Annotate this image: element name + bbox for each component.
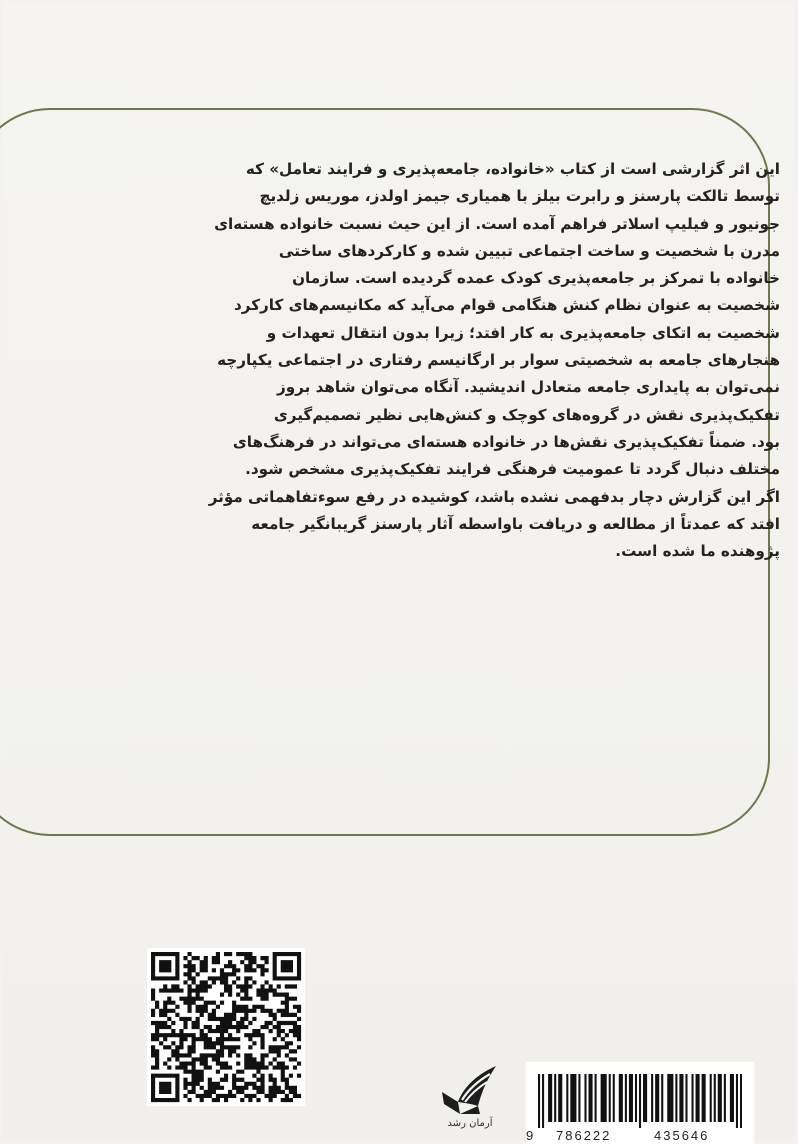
blurb-line: بود. ضمناً تفکیک‌پذیری نقش‌ها در خانواده هسته‌ای می‌تواند در فرهنگ‌های [232,432,780,451]
blurb-line: هنجارهای جامعه به شخصیتی سوار بر ارگانیسم رفتاری در اجتماعی یکپارچه [217,351,780,370]
blurb-line: مختلف دنبال گردد تا عمومیت فرهنگی فرایند تفکیک‌پذیری مشخص شود. [245,460,780,479]
blurb-line: اگر این گزارش دچار بدفهمی نشده باشد، کوشیده در رفع سوءتفاهماتی مؤثر [208,487,780,506]
barcode-digits-right: 435646 [654,1128,710,1143]
publisher-logo-icon [438,1062,502,1142]
barcode-digits-left: 786222 [556,1128,612,1143]
barcode-bars [538,1074,742,1128]
back-cover [2,2,794,1143]
blurb-text [170,156,780,565]
blurb-line: پژوهنده ما شده است. [615,542,780,561]
blurb-line: نمی‌توان به پایداری جامعه متعادل اندیشید. آنگاه می‌توان شاهد بروز [276,378,780,397]
blurb-line: توسط تالکت پارسنز و رابرت بیلز با همیاری جیمز اولدز، موریس زلدیچ [259,187,780,206]
qr-code-graphic [147,948,305,1106]
blurb-line: جونیور و فیلیپ اسلاتر فراهم آمده است. از این حیث نسبت خانواده هسته‌ای [214,214,780,233]
barcode-digit-first: 9 [526,1128,534,1143]
blurb-line: تفکیک‌پذیری نقش در گروه‌های کوچک و کنش‌هایی نظیر تصمیم‌گیری [273,405,780,424]
blurb-line: شخصیت به اتکای جامعه‌پذیری به کار افتد؛ زیرا بدون انتقال تعهدات و [266,323,780,342]
qr-code [147,948,305,1106]
blurb-line: مدرن با شخصیت و ساخت اجتماعی تبیین شده و کارکردهای ساختی [278,241,780,260]
blurb-line: شخصیت به عنوان نظام کنش هنگامی قوام می‌آید که مکانیسم‌های کارکرد [233,296,780,315]
blurb-line: خانواده با تمرکز بر جامعه‌پذیری کودک عمده گردیده است. سازمان [292,269,780,288]
isbn-barcode [526,1062,754,1144]
publisher-name: آرمان رشد [447,1118,493,1129]
blurb-line: این اثر گزارشی است از کتاب «خانواده، جامعه‌پذیری و فرایند تعامل» که [245,160,780,178]
blurb-line: افتد که عمدتاً از مطالعه و دریافت باواسطه آثار پارسنز گریبانگیر جامعه [251,514,780,533]
